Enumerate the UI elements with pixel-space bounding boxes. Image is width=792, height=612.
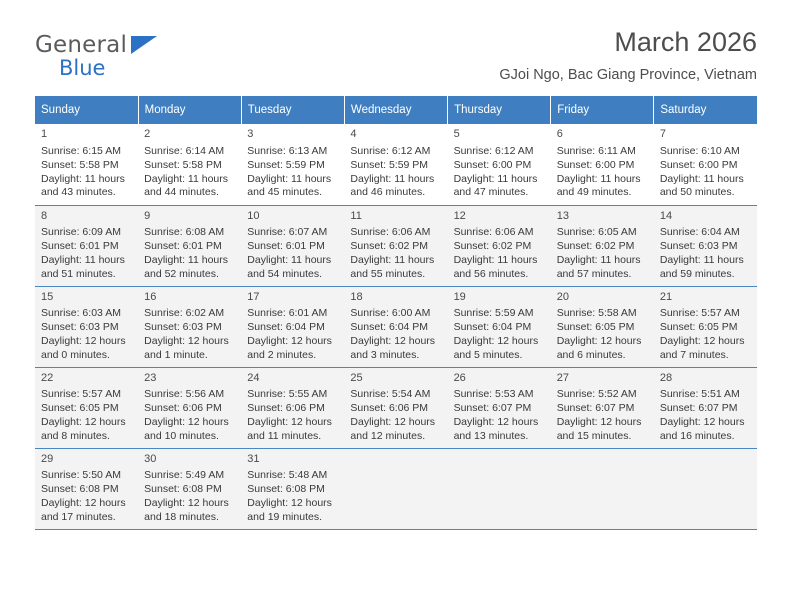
sunset-text: Sunset: 6:00 PM <box>659 158 738 171</box>
daylight-text-line2: and 16 minutes. <box>659 429 735 442</box>
day-cell[interactable] <box>35 124 138 205</box>
day-cell[interactable] <box>654 124 757 205</box>
day-number: 7 <box>659 128 666 140</box>
sunrise-text: Sunrise: 6:15 AM <box>41 144 121 157</box>
daylight-text-line2: and 8 minutes. <box>41 429 110 442</box>
sunrise-text: Sunrise: 6:11 AM <box>556 144 636 157</box>
daylight-text-line2: and 2 minutes. <box>247 348 317 361</box>
calendar-week-row <box>35 286 757 367</box>
sunrise-text: Sunrise: 5:50 AM <box>41 469 121 482</box>
weekday-header-saturday: Saturday <box>654 96 757 124</box>
daylight-text-line1: Daylight: 11 hours <box>453 254 538 267</box>
day-cell[interactable] <box>138 124 241 205</box>
sunrise-text: Sunrise: 6:07 AM <box>247 226 328 239</box>
daylight-text-line1: Daylight: 12 hours <box>41 416 126 429</box>
day-number: 19 <box>453 290 466 303</box>
day-cell[interactable] <box>241 367 344 448</box>
daylight-text-line1: Daylight: 12 hours <box>144 497 229 510</box>
day-number: 31 <box>247 452 260 465</box>
daylight-text-line1: Daylight: 11 hours <box>659 172 744 185</box>
day-cell-empty <box>551 448 654 529</box>
day-number: 23 <box>144 371 157 384</box>
weekday-header-sunday: Sunday <box>35 96 138 124</box>
sunset-text: Sunset: 6:04 PM <box>247 321 325 334</box>
sunrise-text: Sunrise: 5:59 AM <box>453 307 534 320</box>
sunset-text: Sunset: 6:06 PM <box>350 402 429 415</box>
sunset-text: Sunset: 6:07 PM <box>453 402 532 415</box>
day-cell[interactable] <box>654 205 757 286</box>
weekday-header-wednesday: Wednesday <box>344 96 447 124</box>
sunrise-text: Sunrise: 5:58 AM <box>556 307 637 320</box>
day-cell[interactable] <box>344 367 447 448</box>
sunset-text: Sunset: 6:04 PM <box>350 321 429 334</box>
daylight-text-line2: and 50 minutes. <box>659 186 735 199</box>
sunrise-text: Sunrise: 5:52 AM <box>556 388 637 401</box>
day-number: 17 <box>247 290 260 303</box>
sunset-text: Sunset: 5:58 PM <box>144 158 222 171</box>
day-cell[interactable] <box>138 448 241 529</box>
day-cell[interactable] <box>448 124 551 205</box>
day-number: 22 <box>41 371 54 384</box>
sunset-text: Sunset: 6:00 PM <box>453 158 532 171</box>
daylight-text-line2: and 12 minutes. <box>350 429 426 442</box>
daylight-text-line2: and 47 minutes. <box>453 186 529 199</box>
daylight-text-line1: Daylight: 11 hours <box>41 254 125 267</box>
day-cell[interactable] <box>551 124 654 205</box>
sunset-text: Sunset: 6:07 PM <box>659 402 738 415</box>
sunrise-text: Sunrise: 6:04 AM <box>659 226 740 239</box>
sunset-text: Sunset: 6:05 PM <box>556 321 635 334</box>
daylight-text-line2: and 55 minutes. <box>350 267 426 280</box>
sunset-text: Sunset: 6:03 PM <box>144 321 222 334</box>
logo-text-general: General <box>35 32 128 58</box>
day-cell-empty <box>448 448 551 529</box>
daylight-text-line2: and 7 minutes. <box>659 348 729 361</box>
sunrise-text: Sunrise: 5:51 AM <box>659 388 740 401</box>
daylight-text-line1: Daylight: 12 hours <box>41 335 126 348</box>
sunset-text: Sunset: 6:08 PM <box>144 483 222 496</box>
daylight-text-line2: and 54 minutes. <box>247 267 322 280</box>
daylight-text-line1: Daylight: 12 hours <box>247 335 332 348</box>
sunrise-text: Sunrise: 6:13 AM <box>247 144 328 157</box>
daylight-text-line1: Daylight: 11 hours <box>144 172 228 185</box>
daylight-text-line2: and 46 minutes. <box>350 186 426 199</box>
day-cell[interactable] <box>551 205 654 286</box>
weekday-header-row <box>35 96 757 124</box>
sunset-text: Sunset: 6:03 PM <box>659 240 738 253</box>
weekday-header-monday: Monday <box>138 96 241 124</box>
sunset-text: Sunset: 6:06 PM <box>144 402 222 415</box>
daylight-text-line1: Daylight: 11 hours <box>659 254 744 267</box>
daylight-text-line2: and 11 minutes. <box>247 429 322 442</box>
daylight-text-line1: Daylight: 12 hours <box>659 335 745 348</box>
daylight-text-line1: Daylight: 12 hours <box>556 335 642 348</box>
page-header <box>35 0 757 96</box>
day-cell[interactable] <box>35 205 138 286</box>
sunset-text: Sunset: 5:59 PM <box>247 158 325 171</box>
daylight-text-line1: Daylight: 12 hours <box>556 416 642 429</box>
calendar-week-row <box>35 367 757 448</box>
sunrise-text: Sunrise: 6:01 AM <box>247 307 328 320</box>
sunset-text: Sunset: 6:01 PM <box>41 240 119 253</box>
sunrise-text: Sunrise: 5:57 AM <box>41 388 121 401</box>
calendar-week-row <box>35 448 757 529</box>
day-number: 5 <box>453 128 460 140</box>
sunset-text: Sunset: 6:08 PM <box>41 483 119 496</box>
day-cell[interactable] <box>551 286 654 367</box>
day-number: 2 <box>144 128 151 140</box>
day-number: 30 <box>144 452 157 465</box>
day-cell[interactable] <box>138 205 241 286</box>
daylight-text-line2: and 19 minutes. <box>247 510 322 523</box>
logo-text-blue: Blue <box>59 56 106 80</box>
day-number: 8 <box>41 209 48 222</box>
sunset-text: Sunset: 6:02 PM <box>453 240 532 253</box>
day-cell[interactable] <box>241 205 344 286</box>
sunset-text: Sunset: 6:02 PM <box>556 240 635 253</box>
sunrise-text: Sunrise: 5:57 AM <box>659 307 740 320</box>
sunrise-text: Sunrise: 6:02 AM <box>144 307 225 320</box>
day-number: 27 <box>556 371 569 384</box>
day-number: 29 <box>41 452 54 465</box>
day-number: 20 <box>556 290 569 303</box>
daylight-text-line1: Daylight: 12 hours <box>144 335 229 348</box>
day-cell[interactable] <box>241 286 344 367</box>
sunrise-text: Sunrise: 6:03 AM <box>41 307 121 320</box>
sunrise-text: Sunrise: 6:08 AM <box>144 226 225 239</box>
sunrise-text: Sunrise: 5:48 AM <box>247 469 328 482</box>
day-number: 21 <box>659 290 673 303</box>
daylight-text-line1: Daylight: 11 hours <box>350 254 435 267</box>
sunrise-text: Sunrise: 5:54 AM <box>350 388 431 401</box>
daylight-text-line1: Daylight: 11 hours <box>144 254 228 267</box>
day-number: 10 <box>247 209 260 222</box>
day-number: 25 <box>350 371 363 384</box>
day-cell[interactable] <box>138 286 241 367</box>
location-subtitle: GJoi Ngo, Bac Giang Province, Vietnam <box>499 67 757 84</box>
day-number: 6 <box>556 128 563 140</box>
day-cell[interactable] <box>448 205 551 286</box>
day-cell[interactable] <box>138 367 241 448</box>
sunset-text: Sunset: 6:01 PM <box>144 240 222 253</box>
sunrise-text: Sunrise: 6:10 AM <box>659 144 740 157</box>
daylight-text-line2: and 45 minutes. <box>247 186 322 199</box>
daylight-text-line2: and 44 minutes. <box>144 186 219 199</box>
day-number: 15 <box>41 290 54 303</box>
daylight-text-line2: and 13 minutes. <box>453 429 529 442</box>
day-cell-empty <box>344 448 447 529</box>
daylight-text-line1: Daylight: 12 hours <box>350 416 436 429</box>
day-cell[interactable] <box>654 367 757 448</box>
sunrise-text: Sunrise: 6:09 AM <box>41 226 121 239</box>
day-cell[interactable] <box>654 286 757 367</box>
daylight-text-line1: Daylight: 11 hours <box>453 172 538 185</box>
daylight-text-line2: and 0 minutes. <box>41 348 110 361</box>
day-number: 3 <box>247 128 254 140</box>
day-number: 26 <box>453 371 466 384</box>
day-number: 9 <box>144 209 151 222</box>
sunrise-text: Sunrise: 6:06 AM <box>350 226 431 239</box>
daylight-text-line1: Daylight: 11 hours <box>41 172 125 185</box>
daylight-text-line2: and 10 minutes. <box>144 429 219 442</box>
sunset-text: Sunset: 6:03 PM <box>41 321 119 334</box>
day-cell[interactable] <box>241 448 344 529</box>
daylight-text-line1: Daylight: 12 hours <box>247 497 332 510</box>
sunset-text: Sunset: 6:00 PM <box>556 158 635 171</box>
daylight-text-line2: and 56 minutes. <box>453 267 529 280</box>
day-number: 4 <box>350 128 357 140</box>
day-cell[interactable] <box>35 286 138 367</box>
daylight-text-line2: and 52 minutes. <box>144 267 219 280</box>
day-cell[interactable] <box>448 286 551 367</box>
calendar-week-row <box>35 124 757 205</box>
daylight-text-line1: Daylight: 11 hours <box>247 172 332 185</box>
sunrise-text: Sunrise: 5:55 AM <box>247 388 328 401</box>
day-cell[interactable] <box>35 367 138 448</box>
sunset-text: Sunset: 6:06 PM <box>247 402 325 415</box>
daylight-text-line1: Daylight: 12 hours <box>144 416 229 429</box>
day-cell-empty <box>654 448 757 529</box>
sunrise-text: Sunrise: 5:56 AM <box>144 388 225 401</box>
sunrise-text: Sunrise: 6:12 AM <box>453 144 534 157</box>
daylight-text-line1: Daylight: 11 hours <box>247 254 332 267</box>
daylight-text-line1: Daylight: 12 hours <box>41 497 126 510</box>
daylight-text-line2: and 15 minutes. <box>556 429 632 442</box>
sunrise-text: Sunrise: 5:53 AM <box>453 388 534 401</box>
sunset-text: Sunset: 5:58 PM <box>41 158 119 171</box>
daylight-text-line1: Daylight: 12 hours <box>659 416 745 429</box>
sunrise-text: Sunrise: 6:05 AM <box>556 226 637 239</box>
daylight-text-line2: and 57 minutes. <box>556 267 632 280</box>
day-cell[interactable] <box>344 124 447 205</box>
sunset-text: Sunset: 6:05 PM <box>41 402 119 415</box>
daylight-text-line2: and 5 minutes. <box>453 348 523 361</box>
title-block <box>499 28 757 83</box>
day-number: 13 <box>556 209 569 222</box>
daylight-text-line1: Daylight: 11 hours <box>556 254 641 267</box>
daylight-text-line2: and 51 minutes. <box>41 267 116 280</box>
day-number: 11 <box>350 209 362 222</box>
sunrise-text: Sunrise: 6:00 AM <box>350 307 431 320</box>
sunset-text: Sunset: 6:01 PM <box>247 240 325 253</box>
sunset-text: Sunset: 6:05 PM <box>659 321 738 334</box>
day-number: 24 <box>247 371 260 384</box>
page-title: March 2026 <box>614 27 757 57</box>
daylight-text-line1: Daylight: 12 hours <box>453 335 539 348</box>
sunset-text: Sunset: 6:02 PM <box>350 240 429 253</box>
sunset-text: Sunset: 5:59 PM <box>350 158 429 171</box>
weekday-header-tuesday: Tuesday <box>241 96 344 124</box>
daylight-text-line2: and 3 minutes. <box>350 348 420 361</box>
daylight-text-line1: Daylight: 12 hours <box>247 416 332 429</box>
calendar-week-row <box>35 205 757 286</box>
flag-triangle-icon <box>131 36 157 54</box>
weekday-header-thursday: Thursday <box>448 96 551 124</box>
sunset-text: Sunset: 6:07 PM <box>556 402 635 415</box>
day-number: 18 <box>350 290 363 303</box>
daylight-text-line1: Daylight: 11 hours <box>556 172 641 185</box>
sunset-text: Sunset: 6:08 PM <box>247 483 325 496</box>
day-number: 12 <box>453 209 466 222</box>
sunset-text: Sunset: 6:04 PM <box>453 321 532 334</box>
day-number: 16 <box>144 290 157 303</box>
sunrise-text: Sunrise: 6:12 AM <box>350 144 431 157</box>
day-cell[interactable] <box>344 205 447 286</box>
weekday-header-friday: Friday <box>551 96 654 124</box>
daylight-text-line1: Daylight: 12 hours <box>350 335 436 348</box>
day-cell[interactable] <box>241 124 344 205</box>
daylight-text-line2: and 17 minutes. <box>41 510 116 523</box>
day-cell[interactable] <box>448 367 551 448</box>
day-cell[interactable] <box>551 367 654 448</box>
daylight-text-line2: and 1 minute. <box>144 348 208 361</box>
day-number: 1 <box>41 128 48 140</box>
daylight-text-line2: and 43 minutes. <box>41 186 116 199</box>
day-cell[interactable] <box>35 448 138 529</box>
sunrise-text: Sunrise: 6:14 AM <box>144 144 225 157</box>
daylight-text-line2: and 59 minutes. <box>659 267 735 280</box>
daylight-text-line2: and 18 minutes. <box>144 510 219 523</box>
day-cell[interactable] <box>344 286 447 367</box>
daylight-text-line2: and 49 minutes. <box>556 186 632 199</box>
logo[interactable] <box>35 34 235 79</box>
sunrise-text: Sunrise: 6:06 AM <box>453 226 534 239</box>
daylight-text-line2: and 6 minutes. <box>556 348 626 361</box>
daylight-text-line1: Daylight: 12 hours <box>453 416 539 429</box>
calendar-table <box>35 96 757 530</box>
day-number: 14 <box>659 209 673 222</box>
sunrise-text: Sunrise: 5:49 AM <box>144 469 225 482</box>
daylight-text-line1: Daylight: 11 hours <box>350 172 435 185</box>
day-number: 28 <box>659 371 673 384</box>
